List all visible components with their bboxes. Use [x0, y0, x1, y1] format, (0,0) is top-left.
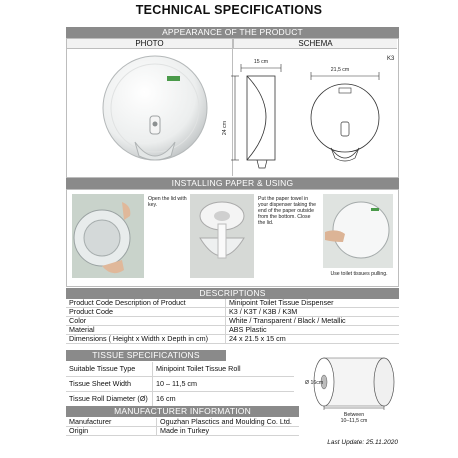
table-row — [66, 427, 299, 436]
table-row — [66, 418, 299, 427]
table-row — [66, 362, 294, 377]
step3-photo — [323, 194, 393, 268]
product-photo — [95, 52, 215, 172]
row-value: White / Transparent / Black / Metallic — [226, 317, 400, 326]
table-row — [66, 299, 399, 308]
row-label: Tissue Roll Diameter (Ø) — [66, 392, 153, 407]
row-label: Suitable Tissue Type — [66, 362, 153, 377]
row-label: Dimensions ( Height x Width x Depth in cm) — [66, 335, 226, 344]
descriptions-band: DESCRIPTIONS — [66, 288, 399, 299]
row-value: Oguzhan Plasctics and Moulding Co. Ltd. — [157, 418, 300, 427]
table-row — [66, 392, 294, 407]
dim-width-label: 21,5 cm — [330, 67, 350, 73]
row-value: K3 / K3T / K3B / K3M — [226, 308, 400, 317]
step1-text: Open the lid with key. — [148, 196, 187, 208]
table-row — [66, 326, 399, 335]
schema-drawing — [225, 52, 395, 176]
row-value: 16 cm — [153, 392, 295, 407]
table-row — [66, 317, 399, 326]
step1-photo — [72, 194, 144, 278]
descriptions-table — [66, 299, 399, 344]
row-value: Minipoint Toilet Tissue Roll — [153, 362, 295, 377]
row-label: Tissue Sheet Width — [66, 377, 153, 392]
row-label: Product Code — [66, 308, 226, 317]
row-value: ABS Plastic — [226, 326, 400, 335]
roll-diameter-label: Ø 16cm — [305, 380, 324, 386]
row-value: Minipoint Toilet Tissue Dispenser — [226, 299, 400, 308]
roll-between-label: Between — [343, 412, 365, 418]
model-tag: K3 — [387, 56, 395, 62]
step2-photo — [190, 194, 254, 278]
row-value: Made in Turkey — [157, 427, 300, 436]
table-row — [66, 377, 294, 392]
manufacturer-table — [66, 418, 299, 436]
last-update: Last Update: 25.11.2020 — [327, 439, 398, 446]
roll-range-label: 10–11,5 cm — [340, 418, 368, 424]
table-row — [66, 335, 399, 344]
appearance-band: APPEARANCE OF THE PRODUCT — [66, 27, 399, 38]
row-label: Color — [66, 317, 226, 326]
step3-text: Use toilet tissues pulling. — [330, 271, 388, 277]
tissue-table — [66, 362, 294, 407]
tissue-band: TISSUE SPECIFICATIONS — [66, 350, 226, 361]
schema-label: SCHEMA — [233, 39, 397, 49]
row-label: Material — [66, 326, 226, 335]
installing-band: INSTALLING PAPER & USING — [66, 178, 399, 189]
dim-height-label: 24 cm — [222, 120, 228, 136]
row-label: Manufacturer — [66, 418, 157, 427]
step2-text: Put the paper towel in your dispenser taking the end of the paper outside from the bottom. Close the lid. — [258, 196, 316, 226]
page-title: TECHNICAL SPECIFICATIONS — [135, 3, 323, 17]
table-row — [66, 308, 399, 317]
row-value: 10 – 11,5 cm — [153, 377, 295, 392]
row-label: Product Code Description of Product — [66, 299, 226, 308]
row-value: 24 x 21.5 x 15 cm — [226, 335, 400, 344]
photo-label: PHOTO — [67, 39, 232, 49]
row-label: Origin — [66, 427, 157, 436]
manufacturer-band: MANUFACTURER INFORMATION — [66, 406, 299, 417]
dim-depth-label: 15 cm — [253, 59, 269, 65]
